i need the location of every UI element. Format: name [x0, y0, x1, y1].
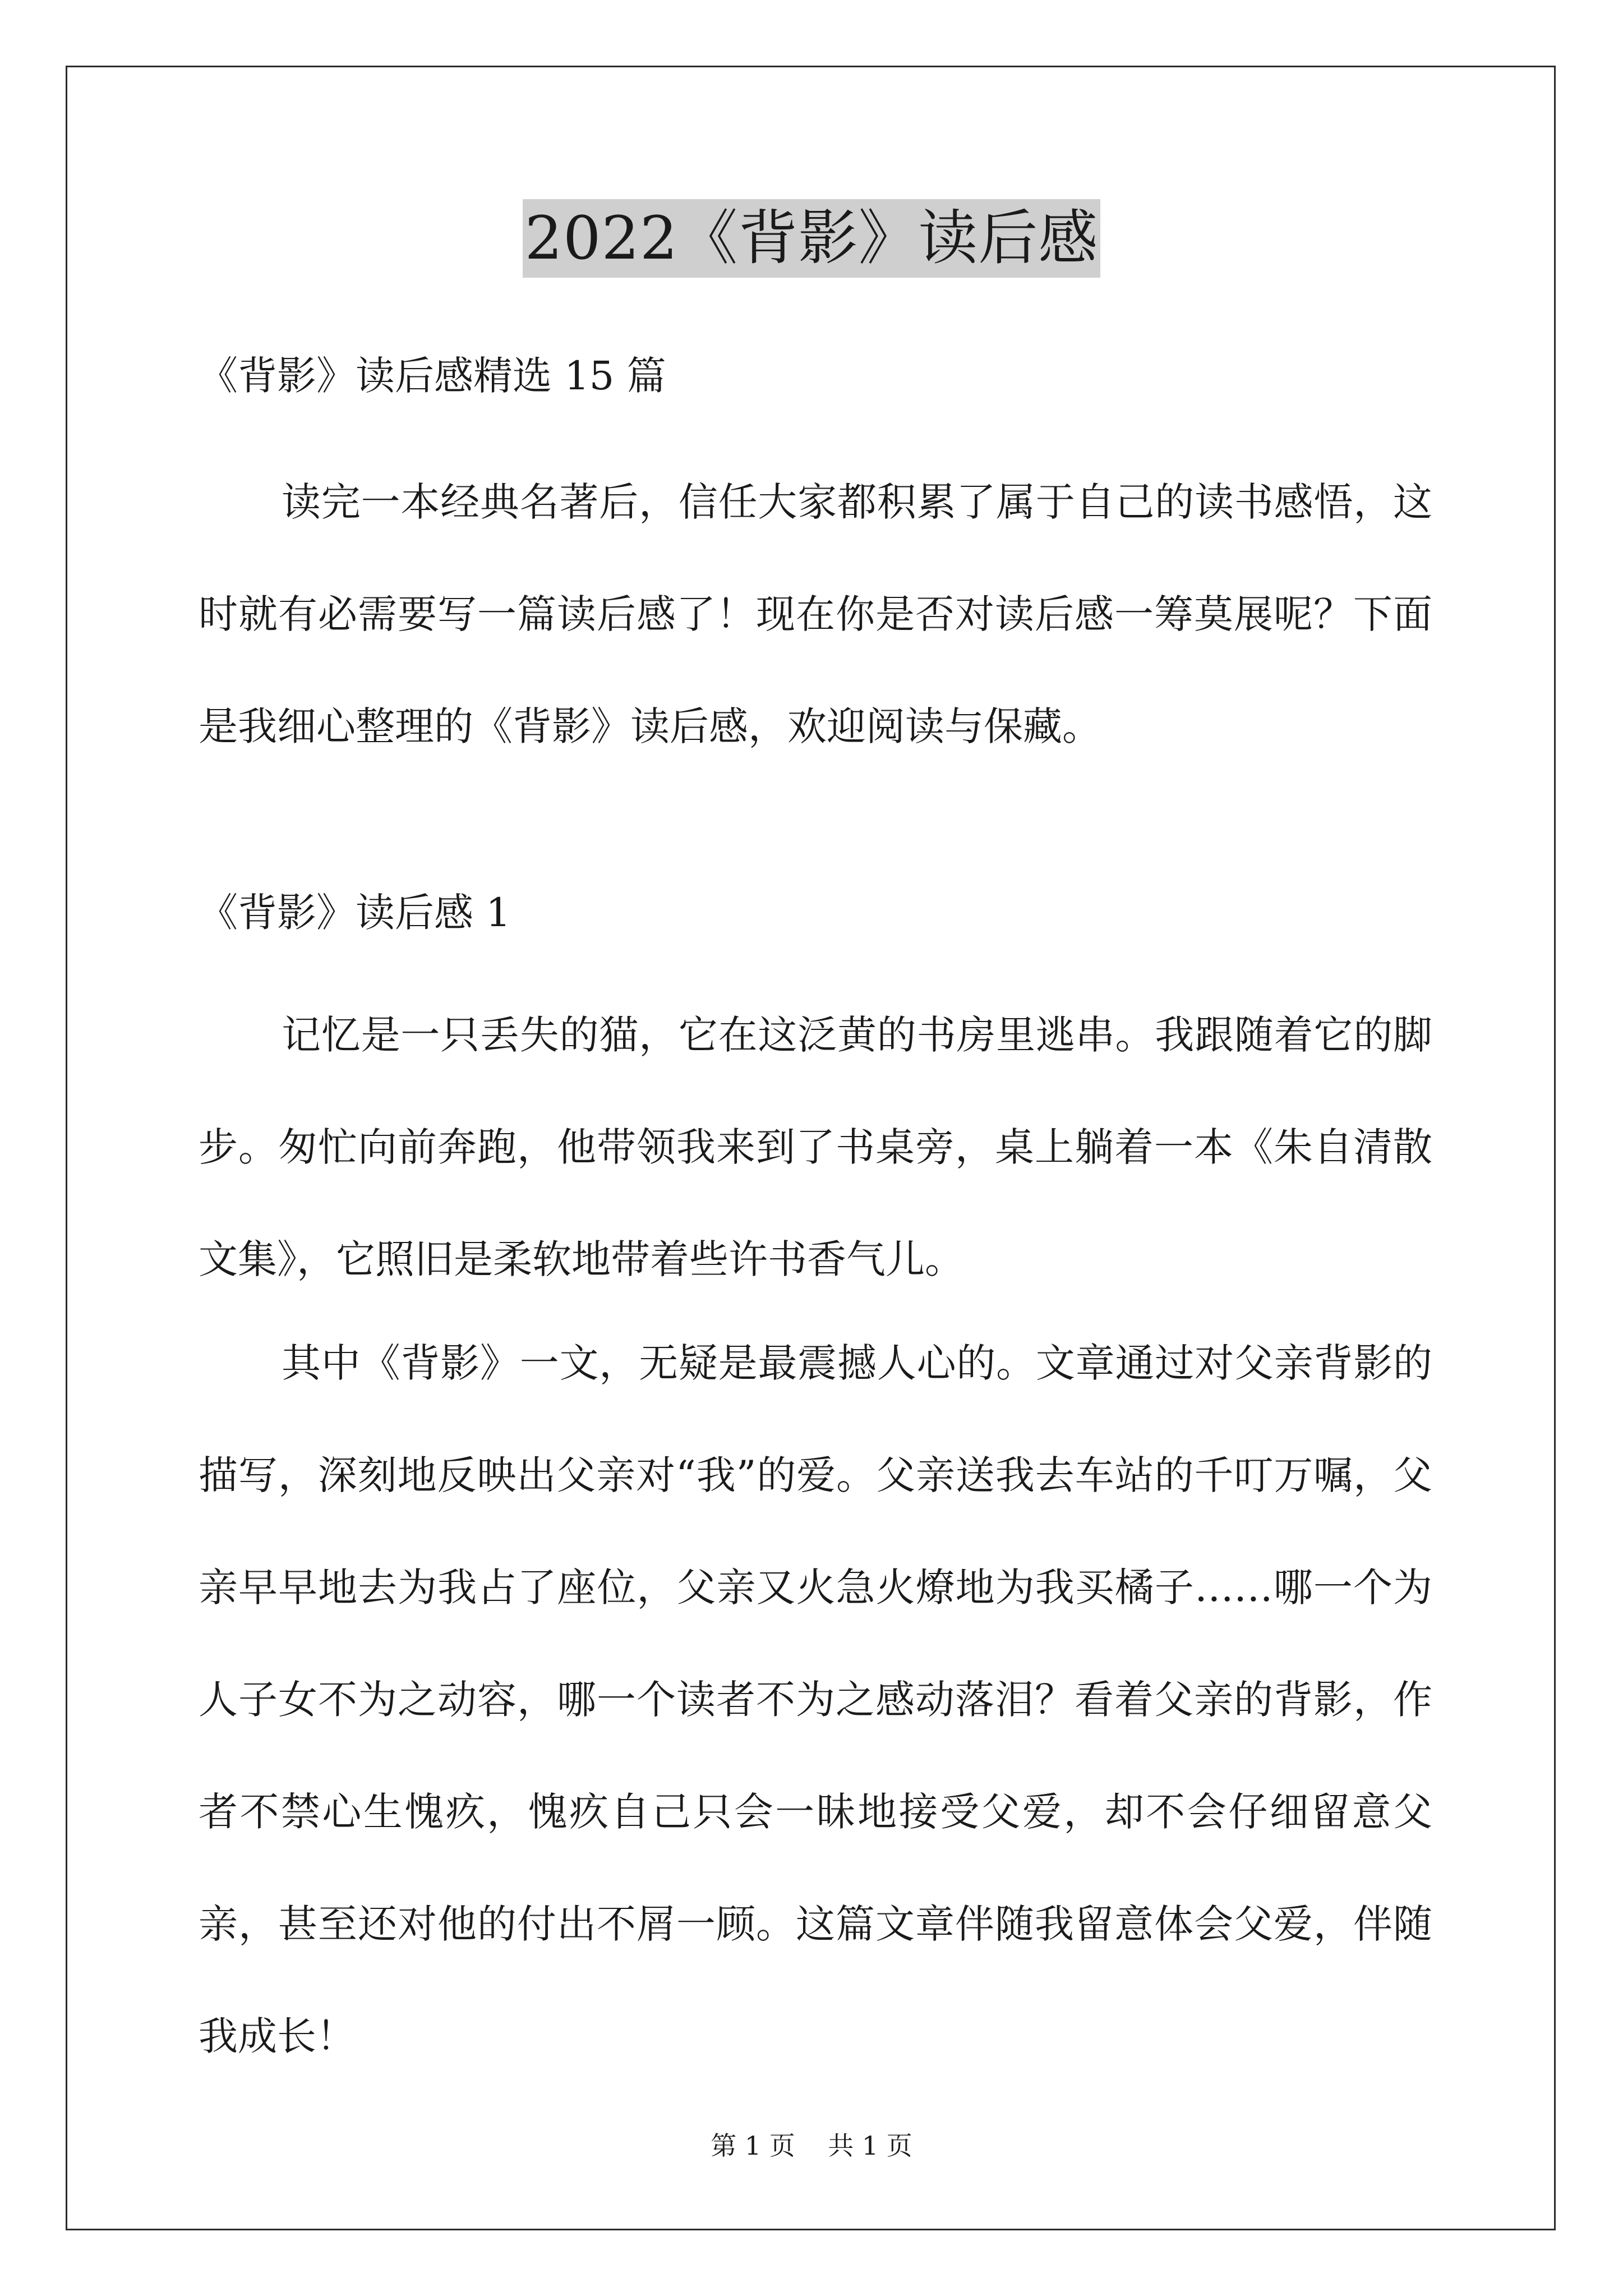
body-paragraph: 其中《背影》一文，无疑是最震撼人心的。文章通过对父亲背影的描写，深刻地反映出父亲对“我”的爱。父亲送我去车站的千叮万嘱，父亲早早地去为我占了座位，父亲又火急火燎地为我买橘子……哪一个为人子女不为之动容，哪一个读者不为之感动落泪？看着父亲的背影，作者不禁心生愧疚，愧疚自己只会一昧地接受父爱，却不会仔细留意父亲，甚至还对他的付出不屑一顾。这篇文章伴随我留意体会父爱，伴随我成长！ — [199, 1340, 1432, 2059]
body-paragraph: 记忆是一只丢失的猫，它在这泛黄的书房里逃串。我跟随着它的脚步。匆忙向前奔跑，他带领我来到了书桌旁，桌上躺着一本《朱自清散文集》，它照旧是柔软地带着些许书香气儿。 — [199, 1012, 1432, 1282]
document-title: 2022《背影》读后感 — [523, 199, 1101, 278]
title-container — [0, 199, 1623, 278]
section-heading: 《背影》读后感 1 — [199, 890, 511, 936]
page-footer: 第 1 页 共 1 页 — [711, 2131, 912, 2161]
intro-paragraph: 读完一本经典名著后，信任大家都积累了属于自己的读书感悟，这时就有必需要写一篇读后感了！现在你是否对读后感一筹莫展呢？下面是我细心整理的《背影》读后感，欢迎阅读与保藏。 — [199, 479, 1432, 749]
document-subtitle: 《背影》读后感精选 15 篇 — [199, 353, 666, 399]
